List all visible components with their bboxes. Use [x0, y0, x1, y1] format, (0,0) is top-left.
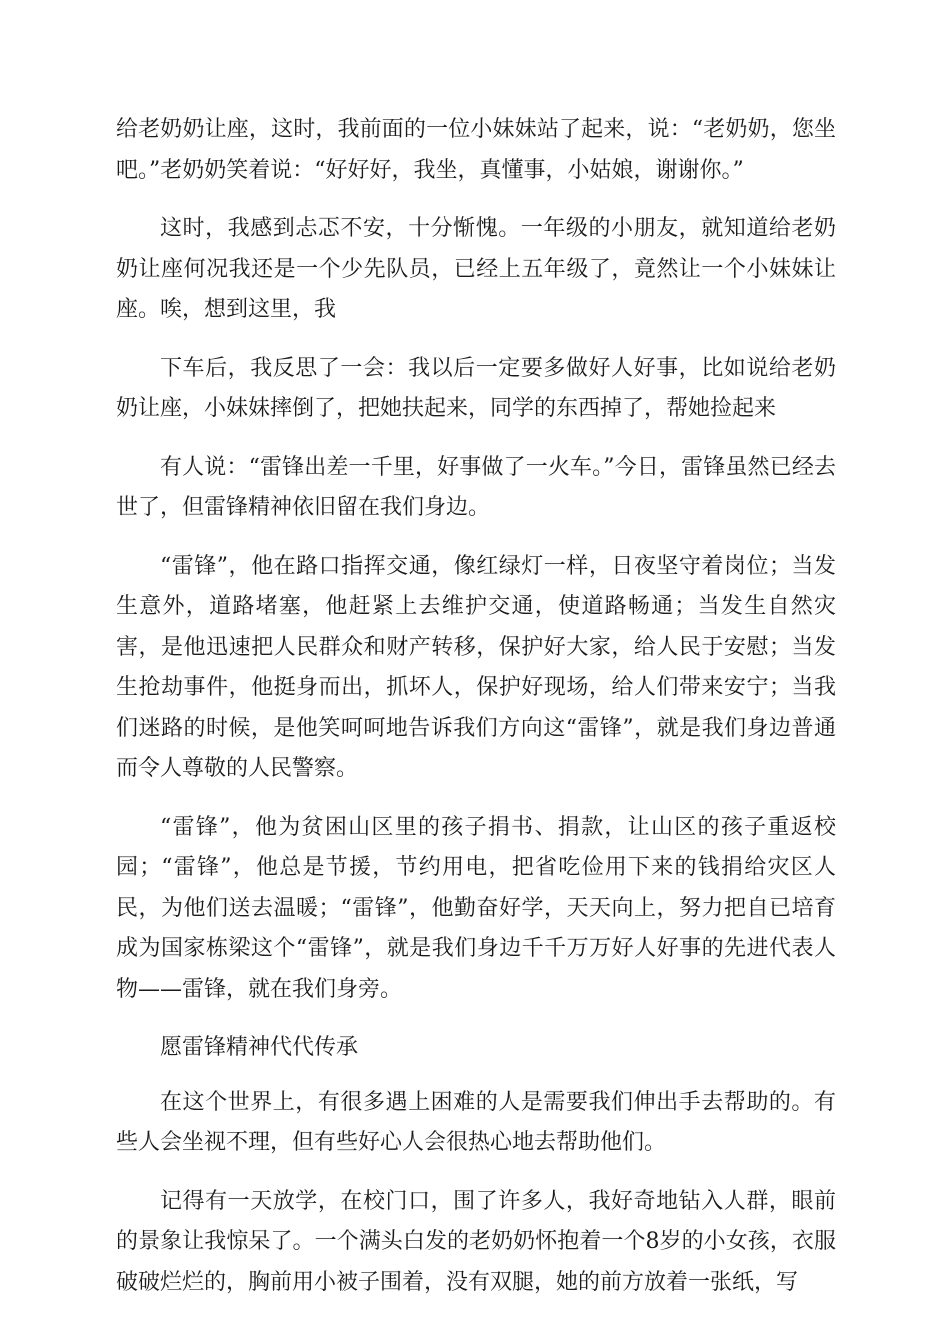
paragraph-3: 下车后，我反思了一会：我以后一定要多做好人好事，比如说给老奶奶让座，小妹妹摔倒了，把她扶起来，同学的东西掉了，帮她捡起来 [116, 355, 836, 421]
paragraph-1: 给老奶奶让座，这时，我前面的一位小妹妹站了起来，说：“老奶奶，您坐吧。”老奶奶笑着说：“好好好，我坐，真懂事，小姑娘，谢谢你。” [116, 117, 836, 183]
paragraph-4: 有人说：“雷锋出差一千里，好事做了一火车。”今日，雷锋虽然已经去世了，但雷锋精神依旧留在我们身边。 [116, 454, 836, 520]
paragraph-5: “雷锋”，他在路口指挥交通，像红绿灯一样，日夜坚守着岗位；当发生意外，道路堵塞，他赶紧上去维护交通，使道路畅通；当发生自然灾害，是他迅速把人民群众和财产转移，保护好大家，给人民于安慰；当发生抢劫事件，他挺身而出，抓坏人，保护好现场，给人们带来安宁；当我们迷路的时候，是他笑呵呵地告诉我们方向这“雷锋”，就是我们身边普通而令人尊敬的人民警察。 [116, 553, 836, 781]
section-heading: 愿雷锋精神代代传承 [160, 1035, 359, 1060]
paragraph-7: 在这个世界上，有很多遇上困难的人是需要我们伸出手去帮助的。有些人会坐视不理，但有些好心人会很热心地去帮助他们。 [116, 1089, 836, 1155]
paragraph-2: 这时，我感到忐忑不安，十分惭愧。一年级的小朋友，就知道给老奶奶让座何况我还是一个少先队员，已经上五年级了，竟然让一个小妹妹让座。唉，想到这里，我 [116, 216, 836, 322]
document-body [116, 110, 836, 1321]
paragraph-8: 记得有一天放学，在校门口，围了许多人，我好奇地钻入人群，眼前的景象让我惊呆了。一个满头白发的老奶奶怀抱着一个8岁的小女孩，衣服破破烂烂的，胸前用小被子围着，没有双腿，她的前方放着一张纸，写 [116, 1188, 836, 1295]
paragraph-6: “雷锋”，他为贫困山区里的孩子捐书、捐款，让山区的孩子重返校园；“雷锋”，他总是节援，节约用电，把省吃俭用下来的钱捐给灾区人民，为他们送去温暖；“雷锋”，他勤奋好学，天天向上，努力把自已培育成为国家栋梁这个“雷锋”，就是我们身边千千万万好人好事的先进代表人物——雷锋，就在我们身旁。 [116, 814, 836, 1002]
